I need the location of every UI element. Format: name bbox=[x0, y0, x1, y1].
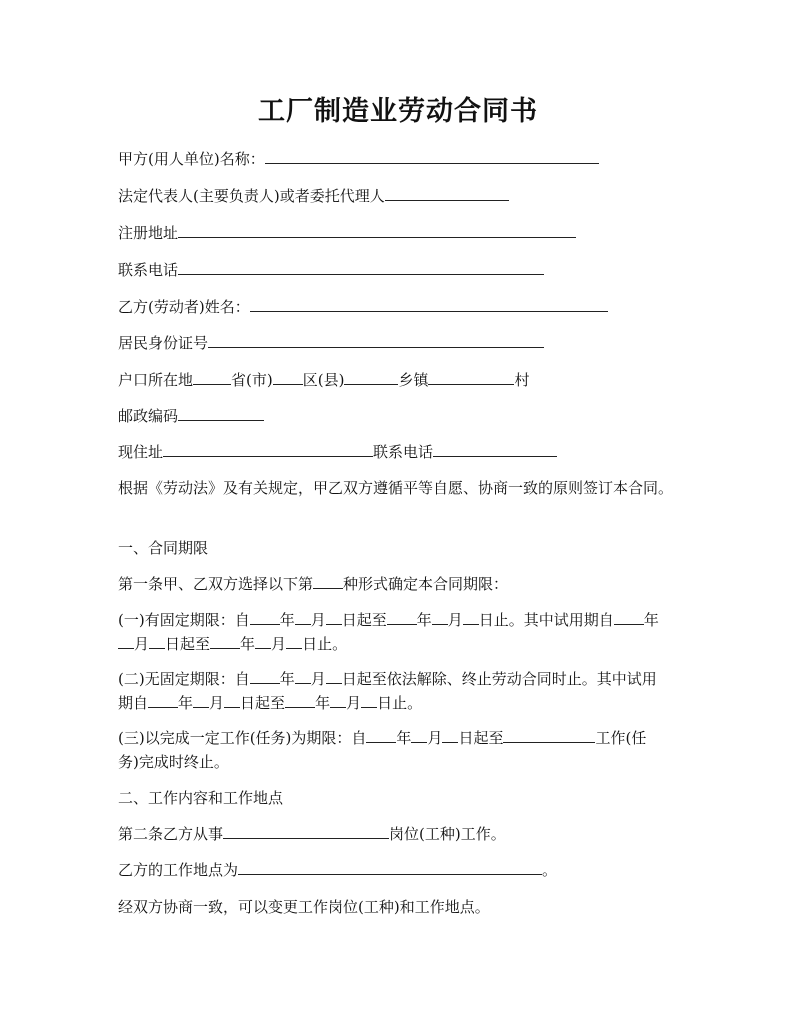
blank-field bbox=[178, 258, 544, 275]
blank-field bbox=[208, 331, 544, 348]
label: 工作(任 bbox=[595, 729, 647, 747]
blank-field bbox=[250, 667, 280, 684]
label: 省(市) bbox=[231, 371, 273, 389]
blank-field bbox=[295, 608, 311, 625]
current-address-line bbox=[118, 439, 684, 465]
blank-field bbox=[149, 632, 165, 649]
label: 年 bbox=[396, 729, 412, 747]
label: 乙方(劳动者)姓名： bbox=[118, 298, 250, 316]
option-1-line-2 bbox=[118, 631, 684, 657]
blank-field bbox=[286, 632, 302, 649]
article-2-line bbox=[118, 821, 684, 847]
party-b-name-line bbox=[118, 294, 684, 320]
label: 法定代表人(主要负责人)或者委托代理人 bbox=[118, 187, 385, 205]
label: 年 bbox=[643, 611, 659, 629]
blank-field bbox=[118, 632, 134, 649]
label: 年 bbox=[416, 611, 432, 629]
intro-paragraph: 根据《劳动法》及有关规定，甲乙双方遵循平等自愿、协商一致的原则签订本合同。 bbox=[118, 479, 674, 497]
label: 月 bbox=[310, 670, 326, 688]
label: 年 bbox=[178, 694, 194, 712]
label: 期自 bbox=[118, 694, 149, 712]
blank-field bbox=[223, 822, 389, 839]
label: 乙方的工作地点为 bbox=[118, 861, 239, 879]
label: (三)以完成一定工作(任务)为期限：自 bbox=[118, 729, 367, 747]
label: 年 bbox=[279, 611, 295, 629]
label: 日起至依法解除、终止劳动合同时止。其中试用 bbox=[341, 670, 657, 688]
article-1-line bbox=[118, 571, 684, 597]
label: 月 bbox=[310, 611, 326, 629]
blank-field bbox=[210, 632, 240, 649]
blank-field bbox=[193, 368, 231, 385]
blank-field bbox=[344, 368, 398, 385]
section-2-heading: 二、工作内容和工作地点 bbox=[118, 789, 284, 807]
hukou-line bbox=[118, 367, 684, 393]
label: 月 bbox=[346, 694, 362, 712]
blank-field bbox=[313, 572, 343, 589]
blank-field bbox=[385, 184, 509, 201]
blank-field bbox=[614, 608, 644, 625]
blank-field bbox=[295, 667, 311, 684]
label: 居民身份证号 bbox=[118, 334, 209, 352]
label: 月 bbox=[427, 729, 443, 747]
label: 日止。 bbox=[377, 694, 423, 712]
phone-a-line bbox=[118, 257, 684, 283]
option-2-line-1 bbox=[118, 666, 684, 692]
blank-field bbox=[326, 608, 342, 625]
work-place-line bbox=[118, 857, 684, 883]
label: 日起至 bbox=[341, 611, 387, 629]
blank-field bbox=[330, 691, 346, 708]
label: 日起至 bbox=[240, 694, 286, 712]
blank-field bbox=[428, 368, 514, 385]
blank-field bbox=[265, 147, 599, 164]
label: 日止。其中试用期自 bbox=[478, 611, 614, 629]
label: 年 bbox=[279, 670, 295, 688]
blank-field bbox=[503, 726, 595, 743]
blank-field bbox=[178, 404, 264, 421]
blank-field bbox=[250, 295, 608, 312]
label: 现住址 bbox=[118, 443, 164, 461]
change-paragraph: 经双方协商一致，可以变更工作岗位(工种)和工作地点。 bbox=[118, 898, 490, 916]
label: 第一条甲、乙双方选择以下第 bbox=[118, 575, 314, 593]
label: 乡镇 bbox=[398, 371, 429, 389]
blank-field bbox=[366, 726, 396, 743]
label: 岗位(工种)工作。 bbox=[389, 825, 506, 843]
blank-field bbox=[326, 667, 342, 684]
option-2-line-2 bbox=[118, 690, 684, 716]
label: 月 bbox=[271, 635, 287, 653]
label: 种形式确定本合同期限： bbox=[343, 575, 509, 593]
label: 日起至 bbox=[458, 729, 504, 747]
blank-field bbox=[411, 726, 427, 743]
blank-field bbox=[163, 440, 373, 457]
id-number-line bbox=[118, 330, 684, 356]
label: 户口所在地 bbox=[118, 371, 194, 389]
label: 年 bbox=[315, 694, 331, 712]
option-3-line-2: 务)完成时终止。 bbox=[118, 753, 229, 771]
label: 月 bbox=[209, 694, 225, 712]
document-title: 工厂制造业劳动合同书 bbox=[258, 96, 538, 127]
label: 村 bbox=[514, 371, 530, 389]
blank-field bbox=[432, 608, 448, 625]
label: 第二条乙方从事 bbox=[118, 825, 224, 843]
label: 区(县) bbox=[302, 371, 345, 389]
blank-field bbox=[285, 691, 315, 708]
label: 日起至 bbox=[165, 635, 211, 653]
option-1-line-1 bbox=[118, 607, 684, 633]
blank-field bbox=[238, 858, 542, 875]
label: 联系电话 bbox=[118, 261, 179, 279]
label: 年 bbox=[240, 635, 256, 653]
label: 注册地址 bbox=[118, 224, 179, 242]
label: 日止。 bbox=[302, 635, 348, 653]
label: 联系电话 bbox=[373, 443, 434, 461]
label: 月 bbox=[134, 635, 150, 653]
blank-field bbox=[273, 368, 303, 385]
label: 。 bbox=[542, 861, 558, 879]
legal-rep-line bbox=[118, 183, 684, 209]
blank-field bbox=[442, 726, 458, 743]
blank-field bbox=[193, 691, 209, 708]
blank-field bbox=[178, 221, 576, 238]
label: (二)无固定期限：自 bbox=[118, 670, 250, 688]
party-a-name-line bbox=[118, 146, 684, 172]
label: 甲方(用人单位)名称： bbox=[118, 150, 265, 168]
option-3-line-1 bbox=[118, 725, 684, 751]
reg-address-line bbox=[118, 220, 684, 246]
label: 邮政编码 bbox=[118, 407, 179, 425]
blank-field bbox=[224, 691, 240, 708]
blank-field bbox=[250, 608, 280, 625]
label: (一)有固定期限：自 bbox=[118, 611, 250, 629]
postcode-line bbox=[118, 403, 684, 429]
blank-field bbox=[463, 608, 479, 625]
blank-field bbox=[148, 691, 178, 708]
blank-field bbox=[433, 440, 557, 457]
blank-field bbox=[387, 608, 417, 625]
section-1-heading: 一、合同期限 bbox=[118, 539, 209, 557]
blank-field bbox=[361, 691, 377, 708]
blank-field bbox=[255, 632, 271, 649]
label: 月 bbox=[447, 611, 463, 629]
